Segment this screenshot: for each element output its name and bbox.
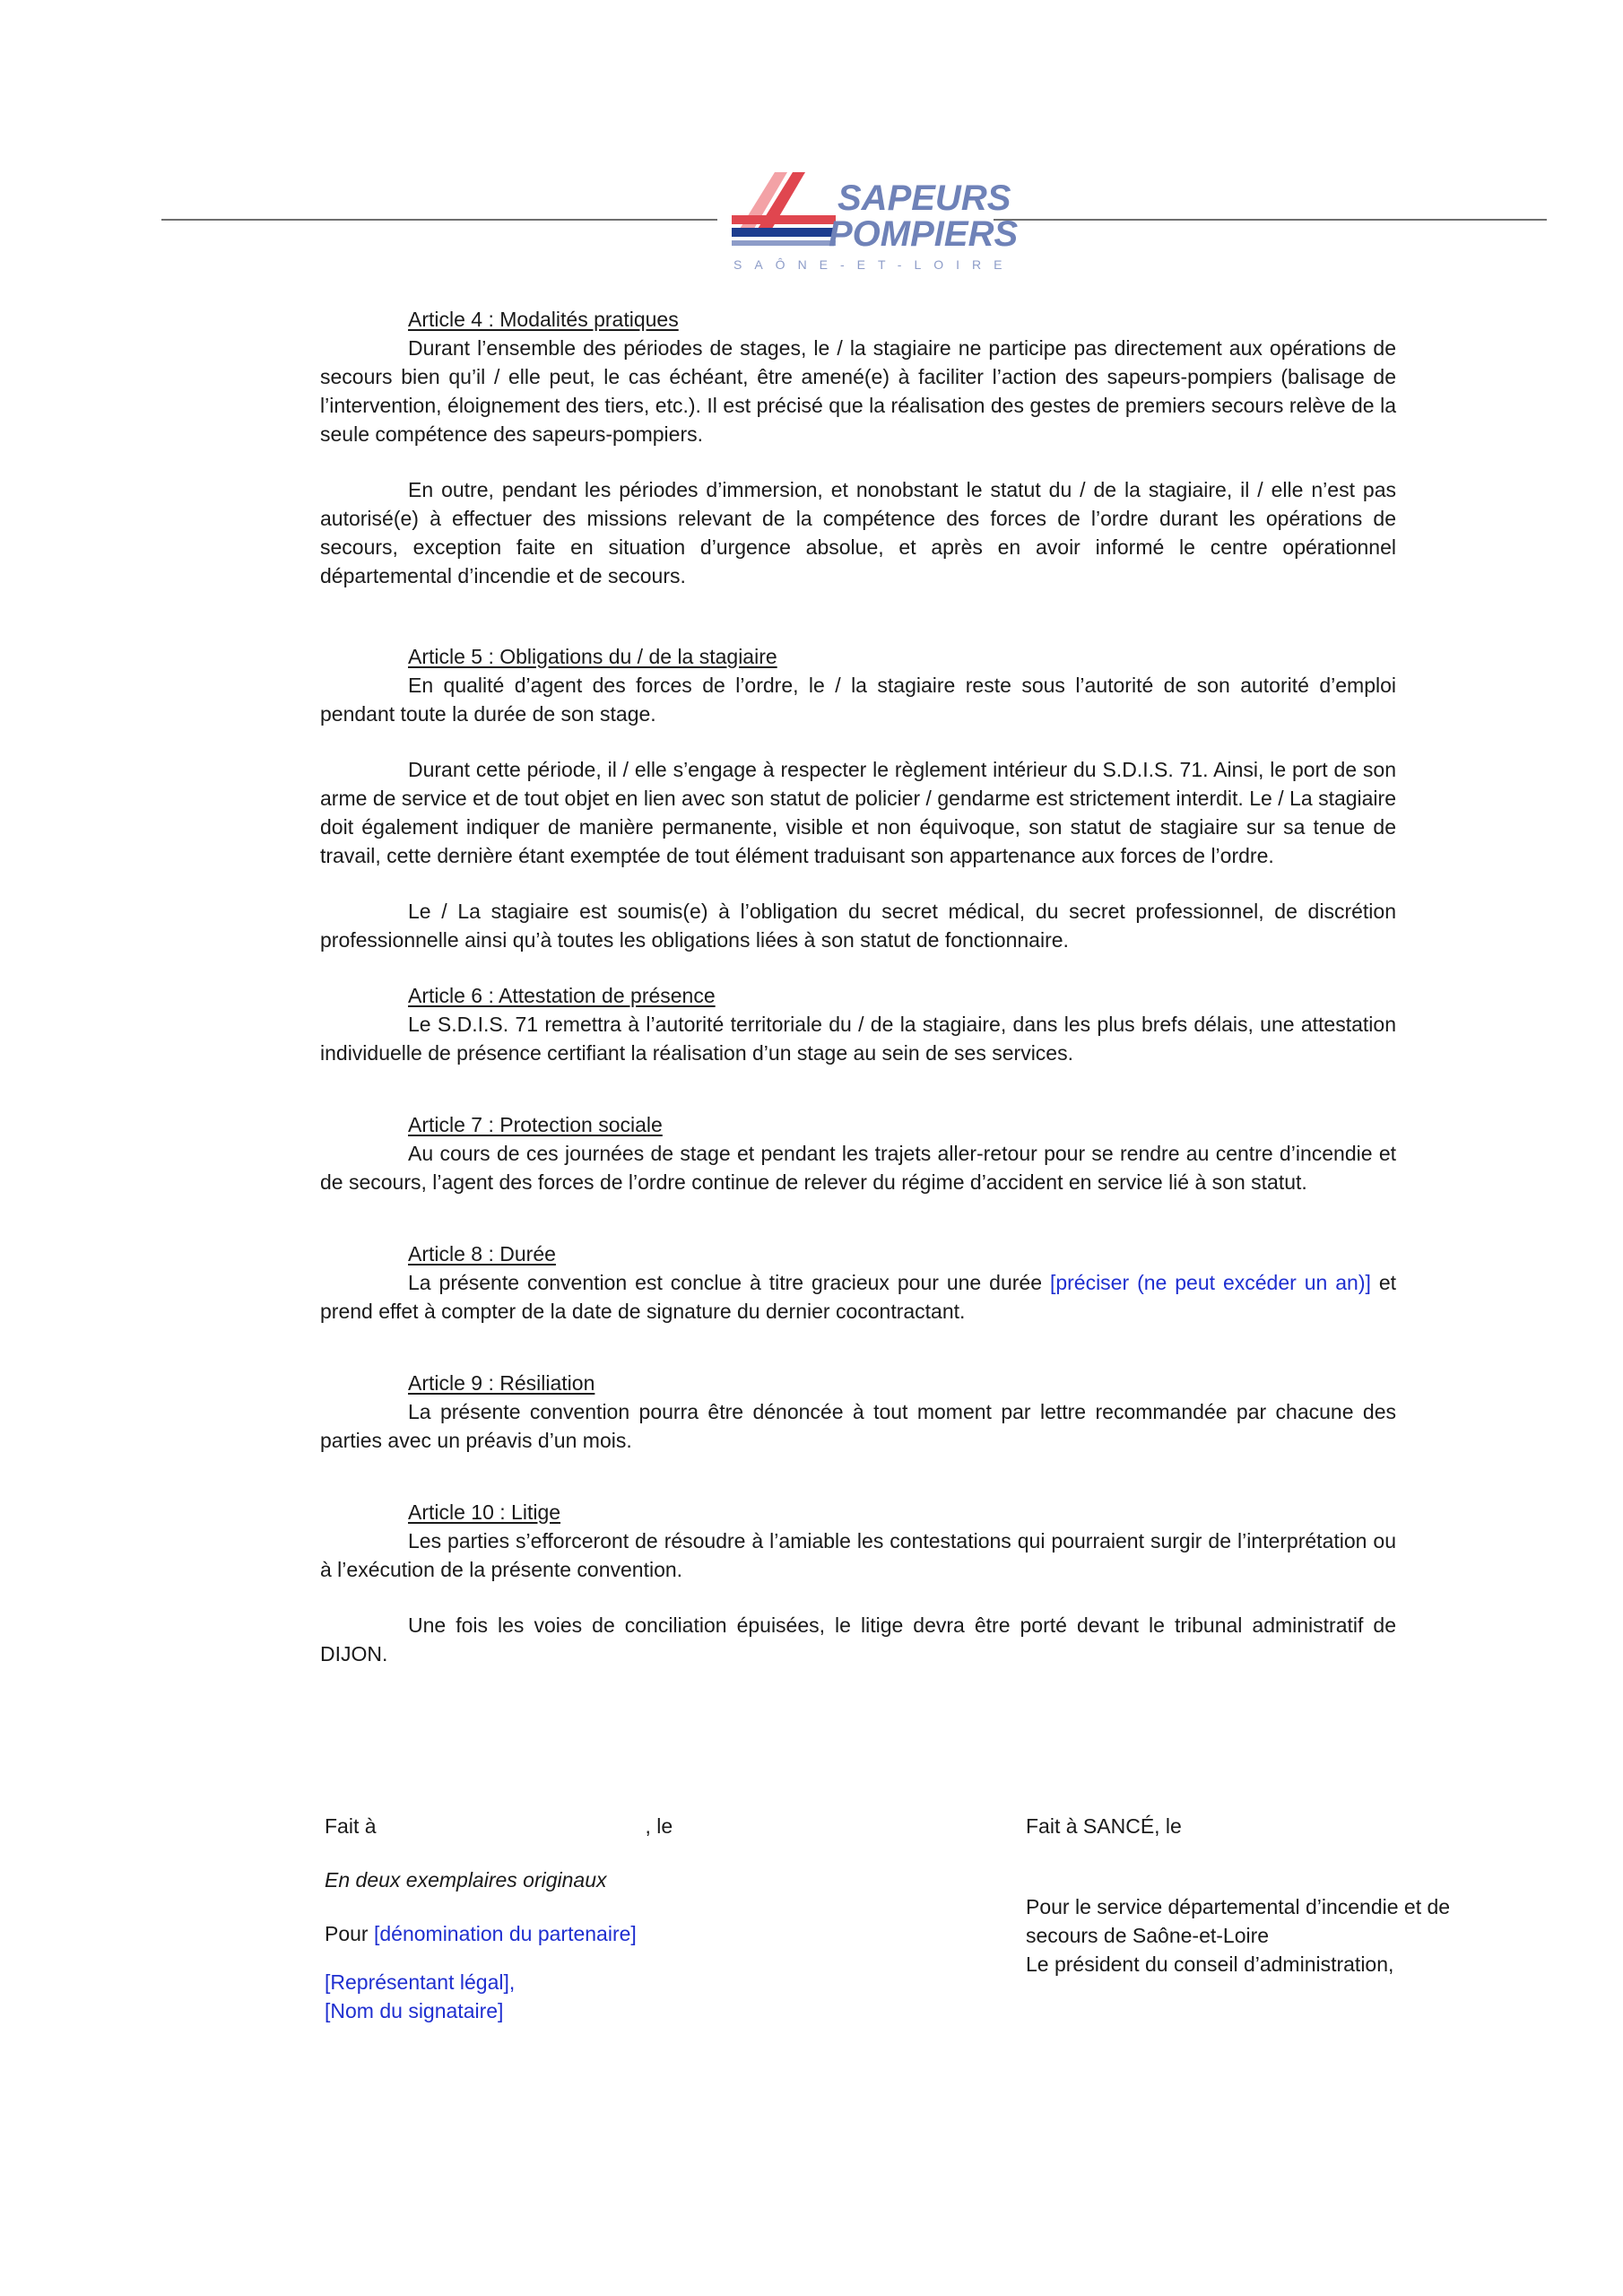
paragraph-text: et prend effet à compter de la date de signature du dernier cocontractant. [320, 1271, 1396, 1323]
article-5 [320, 642, 1396, 954]
article-paragraph: La présente convention pourra être dénoncée à tout moment par lettre recommandée par chacune des parties avec un préavis d’un mois. [320, 1400, 1396, 1452]
article-title: Article 4 : Modalités pratiques [408, 308, 679, 331]
paragraph-text: La présente convention est conclue à titre gracieux pour une durée [408, 1271, 1050, 1294]
sdis-line-2: secours de Saône-et-Loire [1026, 1924, 1270, 1947]
article-9 [320, 1369, 1396, 1455]
article-8 [320, 1239, 1396, 1326]
article-title: Article 10 : Litige [408, 1500, 561, 1524]
article-paragraph: Les parties s’efforceront de résoudre à l’amiable les contestations qui pourraient surgir de l’interprétation ou à l’exécution de la présente convention. [320, 1529, 1396, 1581]
document-body [320, 305, 1396, 1668]
article-title: Article 5 : Obligations du / de la stagiaire [408, 645, 777, 668]
placeholder-duration: [préciser (ne peut excéder un an)] [1049, 1271, 1371, 1294]
article-paragraph: Au cours de ces journées de stage et pendant les trajets aller-retour pour se rendre au centre d’incendie et de secours, l’agent des forces de l’ordre continue de relever du régime d’accident en service lié à son statut. [320, 1142, 1396, 1194]
placeholder-legal-representative: [Représentant légal], [325, 1970, 516, 1994]
header-rule-left [161, 219, 717, 221]
article-6 [320, 981, 1396, 1067]
article-4 [320, 305, 1396, 590]
article-title: Article 8 : Durée [408, 1242, 556, 1265]
signature-sdis [1026, 1812, 1528, 1979]
article-10 [320, 1498, 1396, 1668]
article-title: Article 6 : Attestation de présence [408, 984, 716, 1007]
article-paragraph: En qualité d’agent des forces de l’ordre, le / la stagiaire reste sous l’autorité de son autorité d’emploi pendant toute la durée de son stage. [320, 674, 1396, 726]
fait-a-sance: Fait à SANCÉ, le [1026, 1814, 1182, 1838]
header-rule-right [994, 219, 1547, 221]
article-7 [320, 1110, 1396, 1196]
fait-a-label: Fait à [325, 1814, 377, 1838]
article-paragraph: Durant cette période, il / elle s’engage à respecter le règlement intérieur du S.D.I.S. 71. Ainsi, le port de son arme de service et de tout objet en lien avec son statut de policier / gendarme est strictement interdit. Le / La stagiaire doit également indiquer de manière permanente, visible et non équivoque, son statut de stagiaire sur sa tenue de travail, cette dernière étant exemptée de tout élément traduisant son appartenance aux forces de l’ordre. [320, 758, 1396, 867]
article-paragraph: En outre, pendant les périodes d’immersion, et nonobstant le statut du / de la stagiaire, il / elle n’est pas autorisé(e) à effectuer des missions relevant de la compétence des forces de l’ordre durant les opérations de secours, exception faite en situation d’urgence absolue, et après en avoir informé le centre opérationnel départemental d’incendie et de secours. [320, 478, 1396, 587]
signature-partner [325, 1812, 827, 2025]
date-label: , le [645, 1814, 673, 1838]
article-paragraph: Le S.D.I.S. 71 remettra à l’autorité territoriale du / de la stagiaire, dans les plus brefs délais, une attestation individuelle de présence certifiant la réalisation d’un stage au sein de ses services. [320, 1013, 1396, 1065]
sapeurs-pompiers-logo [728, 169, 1019, 273]
placeholder-partner-name: [dénomination du partenaire] [373, 1922, 637, 1945]
logo-text-sapeurs: SAPEURS [838, 178, 1011, 218]
exemplaires-text: En deux exemplaires originaux [325, 1868, 607, 1892]
pour-label: Pour [325, 1922, 374, 1945]
article-paragraph: Une fois les voies de conciliation épuisées, le litige devra être porté devant le tribunal administratif de DIJON. [320, 1613, 1396, 1665]
logo-text-pompiers: POMPIERS [829, 214, 1019, 254]
sdis-line-3: Le président du conseil d’administration, [1026, 1952, 1394, 1976]
logo-subtext: SAÔNE-ET-LOIRE [733, 257, 1015, 272]
sdis-line-1: Pour le service départemental d’incendie et de [1026, 1895, 1451, 1918]
article-paragraph: Durant l’ensemble des périodes de stages, le / la stagiaire ne participe pas directement aux opérations de secours bien qu’il / elle peut, le cas échéant, être amené(e) à faciliter l’action des sapeurs-pompiers (balisage de l’intervention, éloignement des tiers, etc.). Il est précisé que la réalisation des gestes de premiers secours relève de la seule compétence des sapeurs-pompiers. [320, 336, 1396, 446]
article-paragraph [320, 1268, 1396, 1326]
article-title: Article 7 : Protection sociale [408, 1113, 663, 1136]
article-paragraph: Le / La stagiaire est soumis(e) à l’obligation du secret médical, du secret professionnel, de discrétion professionnelle ainsi qu’à toutes les obligations liées à son statut de fonctionnaire. [320, 900, 1396, 952]
article-title: Article 9 : Résiliation [408, 1371, 595, 1395]
placeholder-signatory-name: [Nom du signataire] [325, 1999, 504, 2022]
